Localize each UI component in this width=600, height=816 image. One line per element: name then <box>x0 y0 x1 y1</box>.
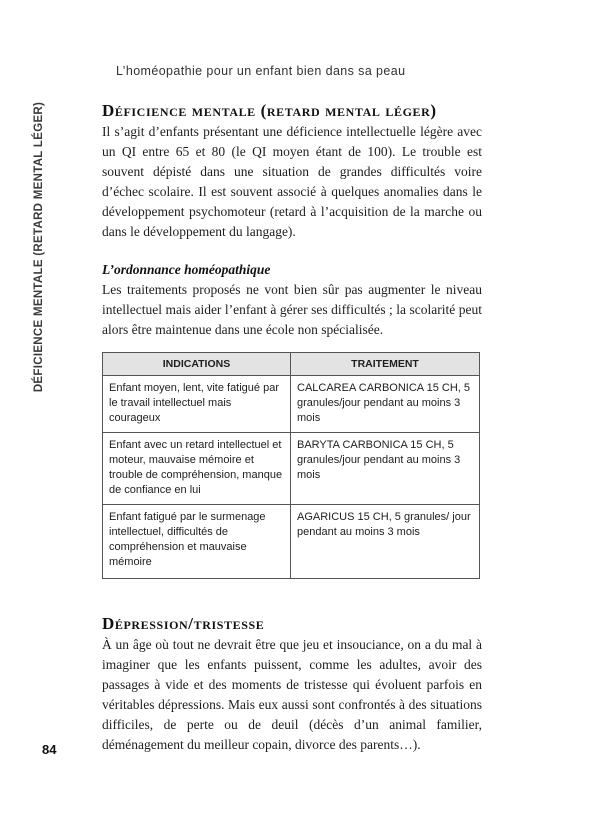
page-number: 84 <box>42 742 57 757</box>
side-tab <box>28 102 50 392</box>
section-deficience-mentale <box>102 100 482 242</box>
section-paragraph: Il s’agit d’enfants présentant une déficience intellectuelle légère avec un QI entre 65 et 80 (le QI moyen étant de 100). Le trouble est souvent dépisté dans une situation de grandes difficultés voire d’échec scolaire. Il est souvent associé à quelques anomalies dans le développement psychomoteur (retard à l’acquisition de la marche ou dans le développement du langage). <box>102 124 482 239</box>
table-row <box>103 505 480 579</box>
section-paragraph: Les traitements proposés ne vont bien sûr pas augmenter le niveau intellectuel mais aider l’enfant à gérer ses difficultés ; la scolarité peut alors être maintenue dans une école non spécialisée. <box>102 282 482 337</box>
section-paragraph: À un âge où tout ne devrait être que jeu et insouciance, on a du mal à imaginer que les enfants puissent, comme les adultes, avoir des passages à vide et des moments de tristesse qui évoluent parfois en véritables dépressions. Mais eux aussi sont confrontés à des situations difficiles, de perte ou de deuil (décès d’un animal familier, déménagement du meilleur copain, divorce des parents…). <box>102 637 482 752</box>
section-ordonnance <box>102 260 482 340</box>
treatment-table <box>102 352 480 579</box>
running-header: L’homéopathie pour un enfant bien dans sa peau <box>116 64 406 78</box>
indication-cell: Enfant moyen, lent, vite fatigué par le travail intellectuel mais courageux <box>103 376 291 433</box>
traitement-cell: BARYTA CARBONICA 15 CH, 5 granules/jour pendant au moins 3 mois <box>291 433 480 505</box>
column-header-indications: INDICATIONS <box>103 353 291 376</box>
section-depression <box>102 613 482 755</box>
subsection-title: L’ordonnance homéopathique <box>102 262 271 277</box>
table-row <box>103 433 480 505</box>
traitement-cell: AGARICUS 15 CH, 5 granules/ jour pendant au moins 3 mois <box>291 505 480 579</box>
indication-cell: Enfant avec un retard intellectuel et moteur, mauvaise mémoire et trouble de compréhension, manque de confiance en lui <box>103 433 291 505</box>
indication-cell: Enfant fatigué par le surmenage intellectuel, difficultés de compréhension et mauvaise mémoire <box>103 505 291 579</box>
table-row <box>103 376 480 433</box>
side-tab-label: DÉFICIENCE MENTALE (RETARD MENTAL LÉGER) <box>33 101 45 393</box>
table-header-row <box>103 353 480 376</box>
section-title: Déficience mentale (retard mental léger) <box>102 101 437 120</box>
traitement-cell: CALCAREA CARBONICA 15 CH, 5 granules/jour pendant au moins 3 mois <box>291 376 480 433</box>
section-title: Dépression/tristesse <box>102 614 265 633</box>
page-content <box>102 100 482 755</box>
column-header-traitement: TRAITEMENT <box>291 353 480 376</box>
